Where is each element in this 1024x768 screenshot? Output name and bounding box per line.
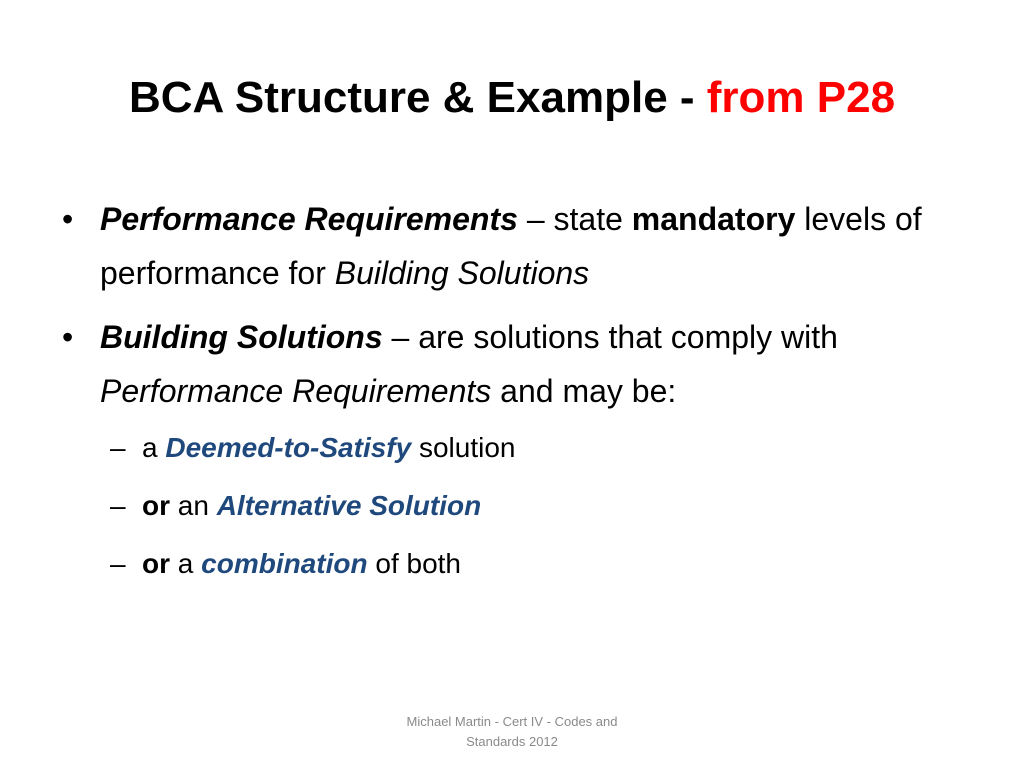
- sub3-post: of both: [367, 548, 461, 579]
- slide-title: [0, 70, 1024, 126]
- sub2-pre: an: [170, 490, 217, 521]
- sub1-pre: a: [142, 432, 166, 463]
- sub-alternative-solution: [62, 486, 962, 526]
- sub-marker: –: [110, 548, 126, 579]
- bullet2-rest2: and may be:: [491, 373, 677, 409]
- sub-deemed-to-satisfy: [62, 428, 962, 468]
- term-alternative-solution: Alternative Solution: [216, 490, 482, 521]
- term-building-solutions: Building Solutions: [100, 319, 383, 355]
- slide-footer: [362, 712, 662, 752]
- sub-marker: –: [110, 432, 126, 463]
- term-combination: combination: [201, 548, 368, 579]
- bullet1-rest: levels of performance for: [100, 201, 922, 291]
- bullet-marker: •: [62, 319, 74, 355]
- sub3-pre: a: [170, 548, 202, 579]
- term-mandatory: mandatory: [631, 201, 796, 237]
- term-deemed-to-satisfy: Deemed-to-Satisfy: [165, 432, 412, 463]
- sub3-or: or: [142, 548, 170, 579]
- sub1-post: solution: [411, 432, 516, 463]
- bullet1-sep: – state: [517, 201, 632, 237]
- term-building-solutions-ref: Building Solutions: [334, 255, 590, 291]
- sub2-or: or: [142, 490, 170, 521]
- bullet-list: [62, 192, 962, 602]
- bullet-marker: •: [62, 201, 74, 237]
- footer-line-2: Standards 2012: [466, 734, 558, 749]
- bullet-performance-requirements: [62, 192, 962, 300]
- sub-combination: [62, 544, 962, 584]
- bullet-building-solutions: [62, 310, 962, 418]
- footer-line-1: Michael Martin - Cert IV - Codes and: [406, 714, 618, 729]
- title-accent: from P28: [706, 73, 896, 122]
- term-performance-requirements: Performance Requirements: [100, 201, 518, 237]
- term-performance-requirements-ref: Performance Requirements: [100, 373, 492, 409]
- sub-marker: –: [110, 490, 126, 521]
- bullet2-rest1: – are solutions that comply with: [382, 319, 838, 355]
- title-main: BCA Structure & Example -: [128, 73, 707, 122]
